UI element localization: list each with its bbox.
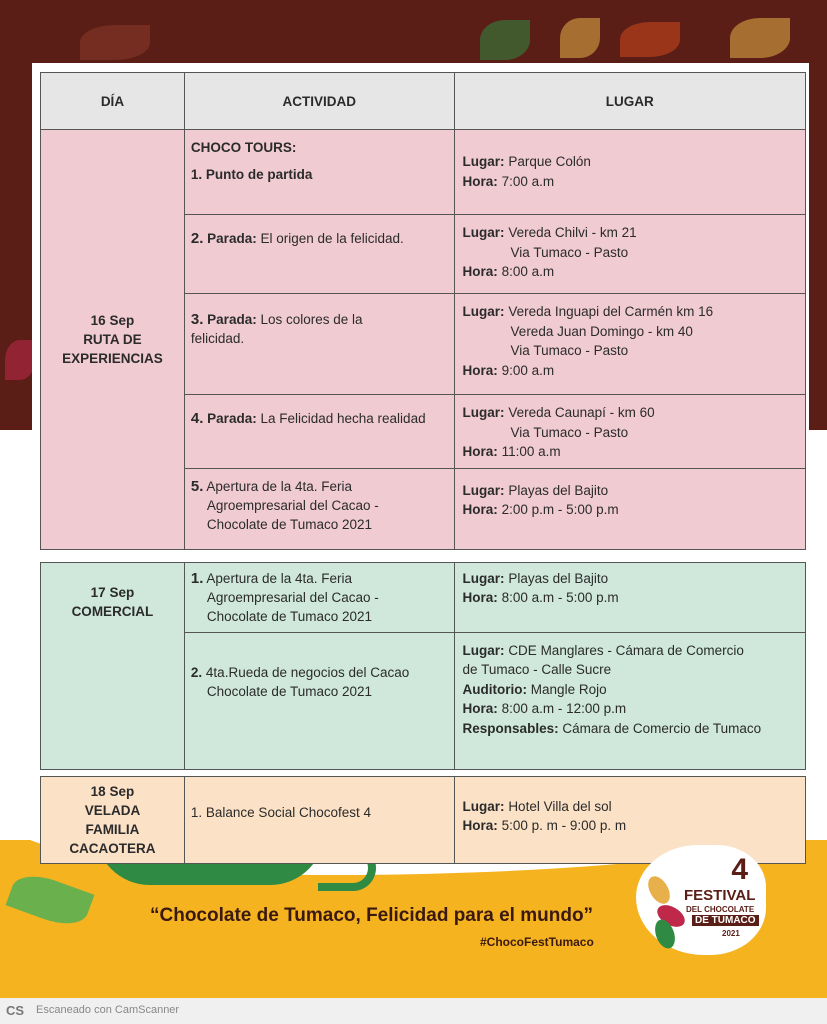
activity-text: Apertura de la 4ta. Feria xyxy=(206,478,353,494)
activity-cell xyxy=(184,215,454,294)
label: Hora: xyxy=(462,444,498,459)
logo-text: DE TUMACO xyxy=(692,915,759,926)
label: Parada: xyxy=(207,312,257,327)
logo-number: 4 xyxy=(731,853,748,886)
table-header-row xyxy=(41,73,806,130)
activity-text: Agroempresarial del Cacao - xyxy=(206,497,379,513)
leaf-icon xyxy=(80,25,150,60)
day-cell xyxy=(41,562,185,769)
day-name: COMERCIAL xyxy=(71,603,154,619)
time-text: 8:00 a.m - 5:00 p.m xyxy=(501,590,619,605)
table-row xyxy=(41,130,806,215)
label: Hora: xyxy=(462,173,498,189)
place-text: Mangle Rojo xyxy=(530,681,607,697)
place-cell xyxy=(454,294,805,395)
activity-cell xyxy=(184,395,454,469)
place-cell xyxy=(454,632,805,769)
cacao-pod-icon xyxy=(644,873,675,908)
camscanner-icon: CS xyxy=(6,1003,25,1018)
day-name: FAMILIA xyxy=(85,821,140,837)
label: Lugar: xyxy=(462,304,505,319)
label: Lugar: xyxy=(462,405,505,420)
label: Hora: xyxy=(462,362,498,378)
leaf-icon xyxy=(620,22,680,57)
activity-cell xyxy=(184,562,454,632)
day-date: 17 Sep xyxy=(90,584,135,600)
label: Lugar: xyxy=(462,225,505,240)
table-row xyxy=(41,562,806,632)
activity-cell xyxy=(184,776,454,863)
day-cell xyxy=(41,776,185,863)
label: Lugar: xyxy=(462,570,505,586)
label: Hora: xyxy=(462,818,498,833)
logo-text: DEL CHOCOLATE xyxy=(686,905,755,914)
day-date: 16 Sep xyxy=(90,312,135,328)
place-cell xyxy=(454,776,805,863)
label: Lugar: xyxy=(462,482,505,498)
place-text: Via Tumaco - Pasto xyxy=(510,244,629,260)
place-cell xyxy=(454,562,805,632)
label: Lugar: xyxy=(462,154,505,169)
day-name: RUTA DE xyxy=(83,331,142,347)
label: Auditorio: xyxy=(462,681,528,697)
activity-cell xyxy=(184,468,454,549)
logo-text: 2021 xyxy=(722,929,740,938)
activity-text: felicidad. xyxy=(190,331,245,346)
day-name: CACAOTERA xyxy=(69,840,156,856)
label: 2. xyxy=(190,230,204,247)
row-gap xyxy=(41,769,806,776)
day-name: VELADA xyxy=(84,802,141,818)
place-cell xyxy=(454,395,805,469)
place-text: Playas del Bajito xyxy=(508,482,609,498)
responsible-text: Cámara de Comercio de Tumaco xyxy=(562,720,762,736)
activity-text: Chocolate de Tumaco 2021 xyxy=(206,516,373,532)
activity-text: Los colores de la xyxy=(260,312,363,327)
header-actividad: ACTIVIDAD xyxy=(184,73,454,130)
day-cell xyxy=(41,130,185,550)
label: 4. xyxy=(190,410,204,427)
label: Responsables: xyxy=(462,720,559,736)
label: Parada: xyxy=(207,231,257,246)
time-text: 7:00 a.m xyxy=(501,173,555,189)
time-text: 11:00 a.m xyxy=(501,444,561,459)
label: Lugar: xyxy=(462,798,505,814)
activity-text: 4ta.Rueda de negocios del Cacao xyxy=(205,664,410,680)
activity-cell xyxy=(184,632,454,769)
label: Parada: xyxy=(207,411,257,426)
place-text: de Tumaco - Calle Sucre xyxy=(462,662,612,677)
place-text: Via Tumaco - Pasto xyxy=(510,424,629,440)
place-cell xyxy=(454,130,805,215)
leaf-icon xyxy=(730,18,790,58)
hashtag: #ChocoFestTumaco xyxy=(480,935,594,949)
activity-cell xyxy=(184,294,454,395)
place-text: CDE Manglares - Cámara de Comercio xyxy=(508,642,744,658)
time-text: 9:00 a.m xyxy=(501,362,555,378)
place-cell xyxy=(454,215,805,294)
row-gap xyxy=(41,549,806,562)
label: 3. xyxy=(190,311,204,328)
activity-text: 1. Balance Social Chocofest 4 xyxy=(190,804,371,820)
label: Lugar: xyxy=(462,642,505,658)
leaf-icon xyxy=(560,18,600,58)
place-text: Hotel Villa del sol xyxy=(508,798,612,814)
activity-heading: CHOCO TOURS: xyxy=(190,140,297,155)
activity-text: La Felicidad hecha realidad xyxy=(260,411,426,426)
leaf-icon xyxy=(480,20,530,60)
day-date: 18 Sep xyxy=(90,783,135,799)
cacao-pod-icon xyxy=(5,340,35,380)
place-text: Via Tumaco - Pasto xyxy=(510,343,629,358)
label: 1. xyxy=(190,569,204,587)
label: Hora: xyxy=(462,590,498,605)
schedule-table xyxy=(40,72,806,864)
place-text: Parque Colón xyxy=(508,154,591,169)
festival-logo xyxy=(636,845,766,955)
header-dia: DÍA xyxy=(41,73,185,130)
label: Hora: xyxy=(462,502,498,517)
place-text: Vereda Juan Domingo - km 40 xyxy=(510,323,693,339)
activity-text: Chocolate de Tumaco 2021 xyxy=(206,683,373,699)
time-text: 8:00 a.m - 12:00 p.m xyxy=(501,701,627,716)
activity-text: El origen de la felicidad. xyxy=(260,231,404,246)
place-text: Vereda Inguapi del Carmén km 16 xyxy=(508,304,714,319)
slogan: “Chocolate de Tumaco, Felicidad para el mundo” xyxy=(150,905,594,926)
activity-cell xyxy=(184,130,454,215)
label: Hora: xyxy=(462,264,498,279)
time-text: 5:00 p. m - 9:00 p. m xyxy=(501,818,627,833)
place-text: Playas del Bajito xyxy=(508,570,609,586)
activity-text: Agroempresarial del Cacao - xyxy=(206,589,379,605)
scanner-watermark xyxy=(0,998,827,1024)
scanner-text: Escaneado con CamScanner xyxy=(36,1004,180,1016)
logo-text: FESTIVAL xyxy=(684,887,756,904)
place-text: Vereda Chilvi - km 21 xyxy=(508,225,637,240)
time-text: 2:00 p.m - 5:00 p.m xyxy=(501,502,619,517)
time-text: 8:00 a.m xyxy=(501,264,555,279)
label: Hora: xyxy=(462,701,498,716)
header-lugar: LUGAR xyxy=(454,73,805,130)
place-cell xyxy=(454,468,805,549)
day-name: EXPERIENCIAS xyxy=(62,350,163,366)
activity-text: 1. Punto de partida xyxy=(190,167,313,182)
activity-text: Chocolate de Tumaco 2021 xyxy=(206,608,373,624)
label: 5. xyxy=(190,477,204,495)
place-text: Vereda Caunapí - km 60 xyxy=(508,405,655,420)
label: 2. xyxy=(190,664,203,680)
activity-text: Apertura de la 4ta. Feria xyxy=(206,570,353,586)
